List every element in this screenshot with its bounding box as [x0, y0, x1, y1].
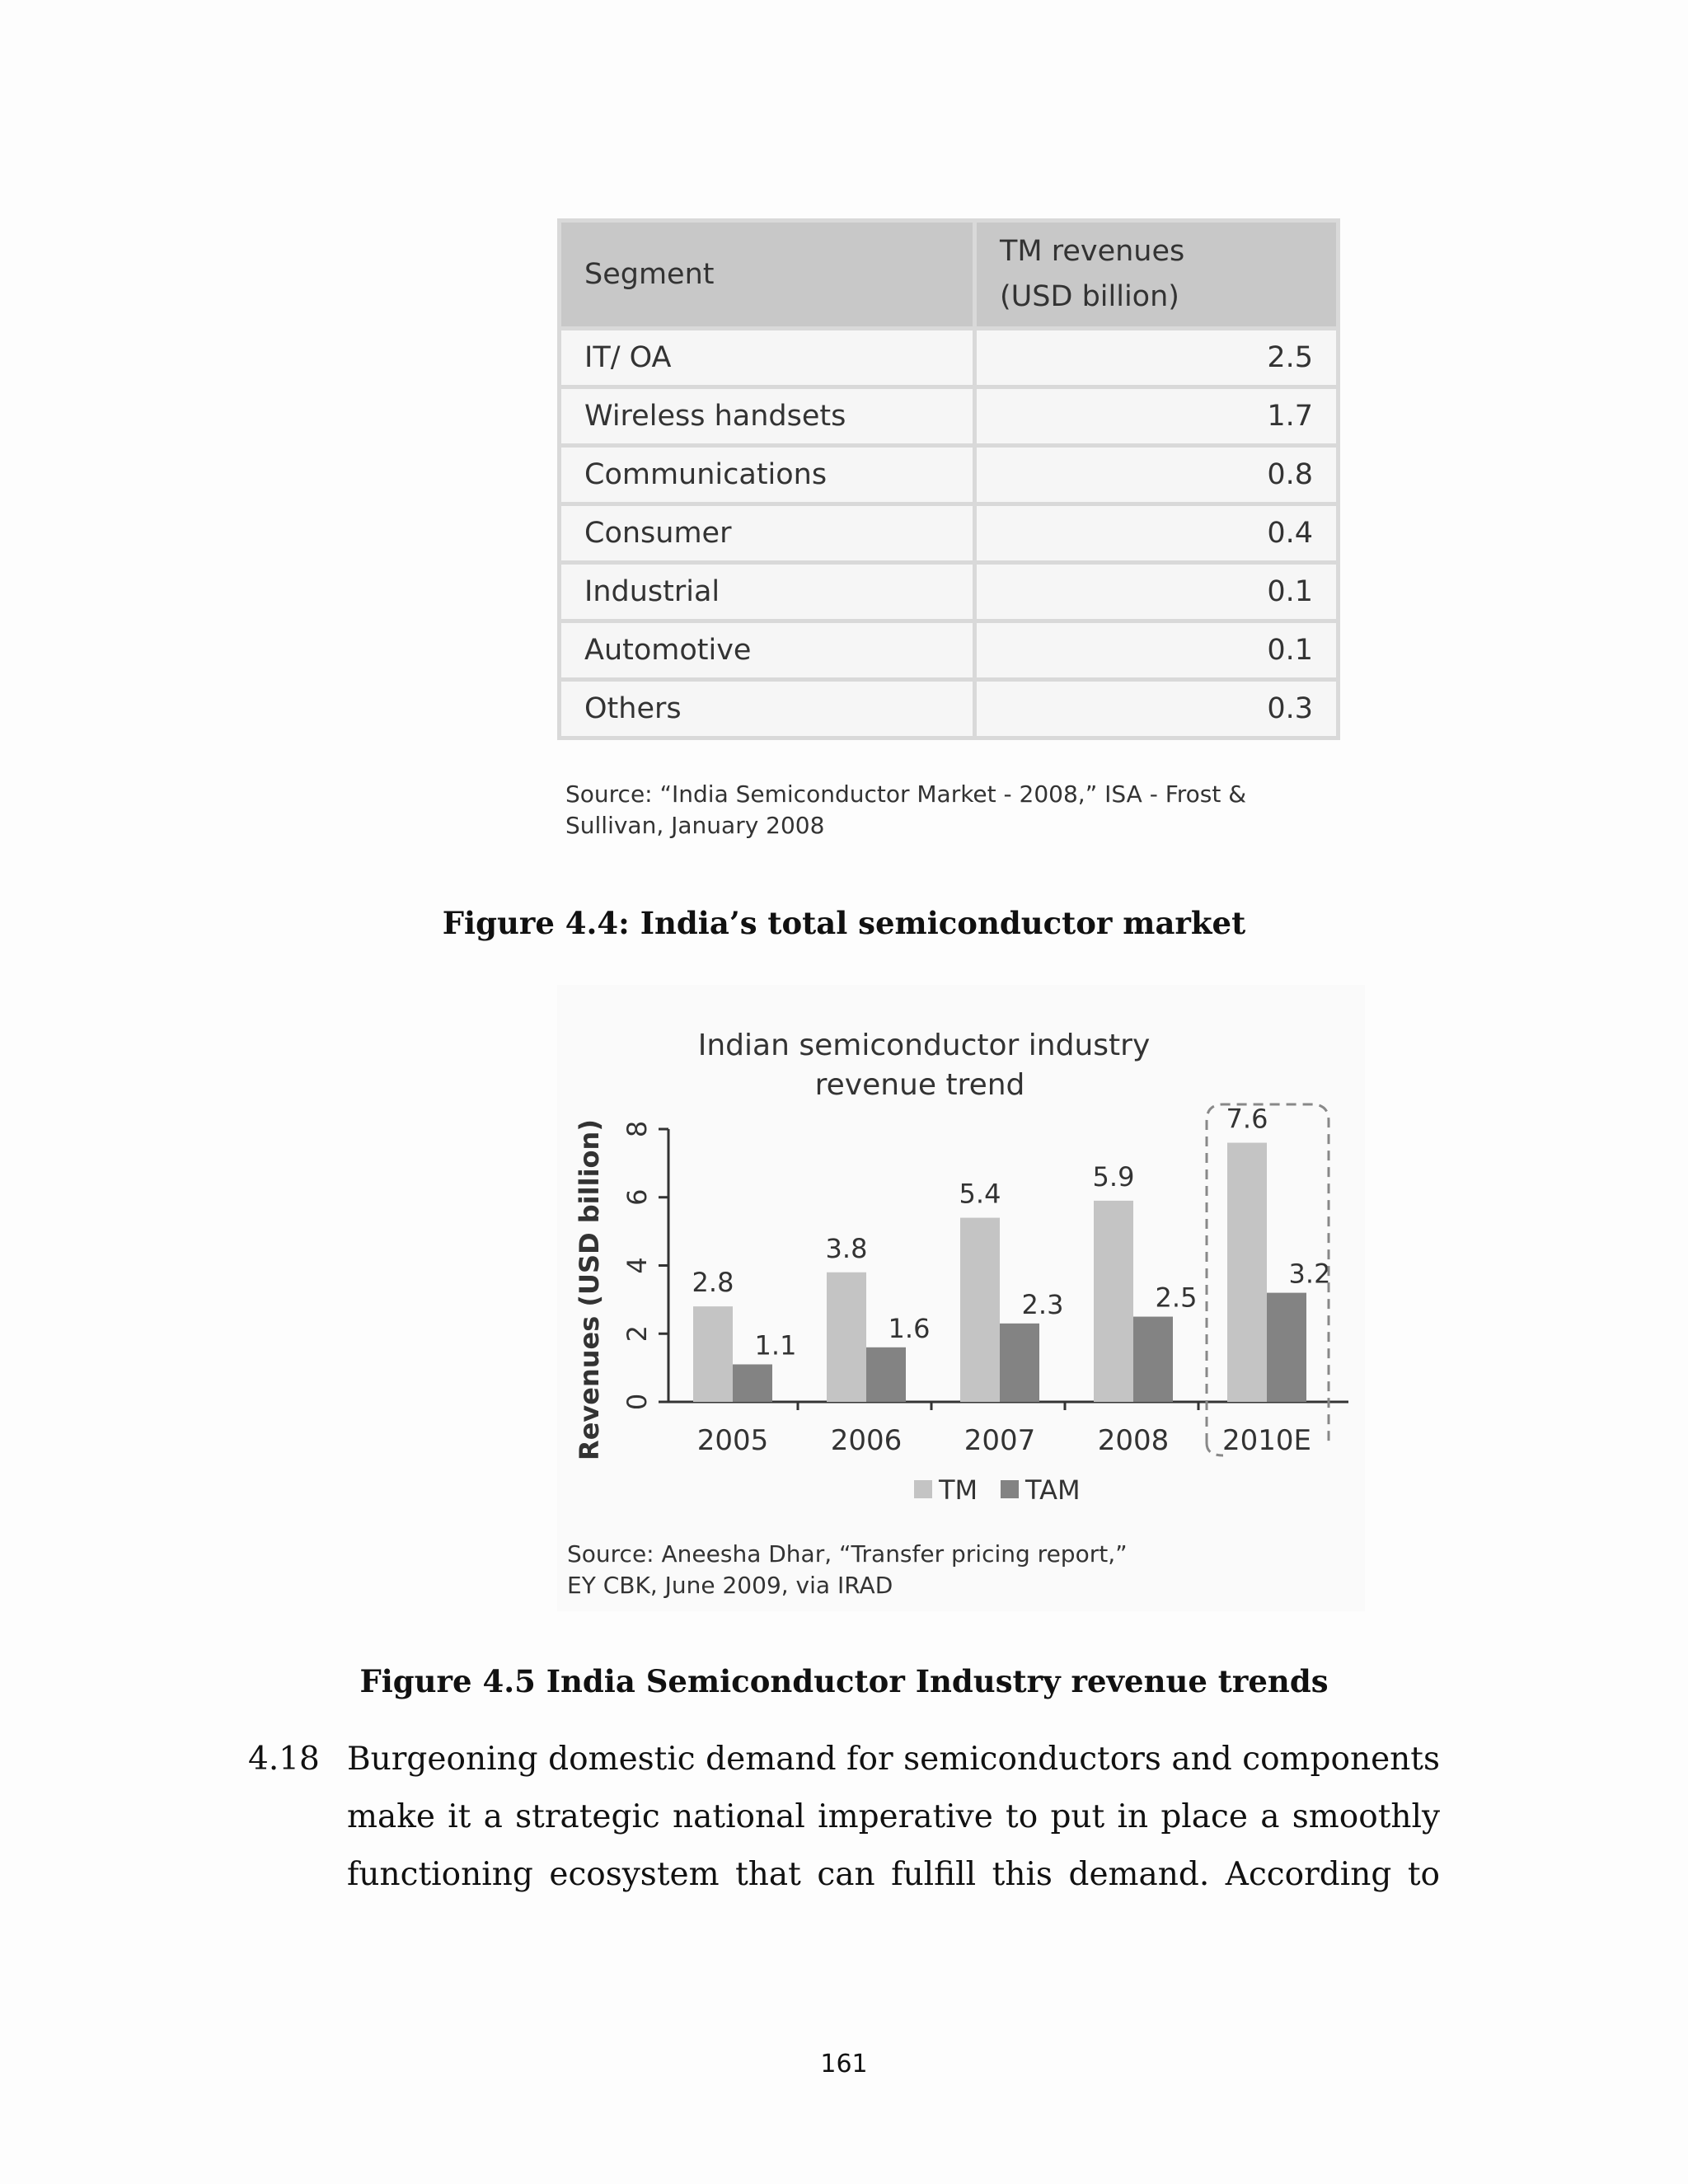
- bar-tm-2007: [960, 1218, 1000, 1402]
- chart-source-line1: Source: Aneesha Dhar, “Transfer pricing report,”: [567, 1540, 1128, 1568]
- value-cell: 0.1: [975, 621, 1339, 680]
- paragraph-number: 4.18: [248, 1741, 320, 1778]
- x-tick-2010e: 2010E: [1221, 1424, 1312, 1457]
- paragraph-line-2: make it a strategic national imperative to put in place a smoothly: [347, 1798, 1440, 1835]
- legend-label-tam: TAM: [1025, 1474, 1081, 1506]
- value-cell: 2.5: [975, 329, 1339, 387]
- data-label-tam-2005: 1.1: [754, 1329, 797, 1361]
- figure-4-5-caption: Figure 4.5 India Semiconductor Industry revenue trends: [359, 1663, 1329, 1699]
- header-tm-revenues-line2: (USD billion): [1000, 280, 1179, 313]
- data-label-tm-2010e: 7.6: [1226, 1103, 1268, 1135]
- table-row: [560, 504, 1339, 563]
- chart-title-line1: Indian semiconductor industry: [697, 1029, 1151, 1062]
- y-tick-label-2: 2: [621, 1325, 653, 1343]
- table-header-row: [560, 221, 1339, 329]
- segment-revenue-table: [557, 218, 1340, 740]
- table-row: [560, 329, 1339, 387]
- header-tm-revenues-line1: TM revenues: [1000, 235, 1185, 268]
- bar-tam-2008: [1133, 1317, 1173, 1402]
- value-cell: 1.7: [975, 387, 1339, 446]
- segment-cell: IT/ OA: [560, 329, 975, 387]
- data-label-tm-2006: 3.8: [825, 1232, 868, 1264]
- table-source-line2: Sullivan, January 2008: [565, 812, 825, 839]
- value-cell: 0.1: [975, 563, 1339, 621]
- value-cell: 0.4: [975, 504, 1339, 563]
- segment-cell: Industrial: [560, 563, 975, 621]
- table-source: [565, 779, 1246, 841]
- data-label-tm-2008: 5.9: [1092, 1160, 1135, 1193]
- x-tick-2005: 2005: [696, 1424, 769, 1457]
- bar-tm-2008: [1094, 1201, 1133, 1402]
- x-tick-2006: 2006: [830, 1424, 903, 1457]
- bar-tam-2006: [866, 1347, 906, 1402]
- data-label-tm-2007: 5.4: [959, 1178, 1001, 1210]
- y-tick-label-4: 4: [621, 1257, 653, 1274]
- y-tick-label-8: 8: [621, 1120, 653, 1138]
- bar-tm-2010e: [1227, 1143, 1267, 1402]
- value-cell: 0.3: [975, 680, 1339, 738]
- chart-source-line2: EY CBK, June 2009, via IRAD: [567, 1572, 893, 1599]
- header-segment: Segment: [560, 221, 975, 329]
- revenue-trend-chart: [557, 985, 1365, 1611]
- table-row: [560, 621, 1339, 680]
- y-tick-label-0: 0: [621, 1393, 653, 1411]
- segment-cell: Communications: [560, 446, 975, 504]
- y-axis-label: Revenues (USD billion): [574, 1119, 605, 1460]
- y-tick-label-6: 6: [621, 1188, 653, 1206]
- legend-swatch-tam: [1001, 1480, 1019, 1498]
- bar-tm-2006: [827, 1272, 866, 1402]
- page-number: 161: [820, 2050, 868, 2079]
- table-row: [560, 387, 1339, 446]
- bar-tm-2005: [693, 1306, 733, 1402]
- table-row: [560, 563, 1339, 621]
- paragraph-line-3: functioning ecosystem that can fulfill this demand. According to: [347, 1856, 1440, 1893]
- data-label-tam-2010e: 3.2: [1288, 1258, 1331, 1290]
- x-tick-2008: 2008: [1097, 1424, 1170, 1457]
- x-tick-2007: 2007: [964, 1424, 1036, 1457]
- data-label-tam-2008: 2.5: [1155, 1282, 1198, 1314]
- legend-label-tm: TM: [939, 1474, 978, 1506]
- segment-cell: Wireless handsets: [560, 387, 975, 446]
- bar-tam-2010e: [1267, 1293, 1306, 1402]
- segment-cell: Automotive: [560, 621, 975, 680]
- data-label-tam-2006: 1.6: [888, 1312, 931, 1344]
- segment-cell: Others: [560, 680, 975, 738]
- table-row: [560, 446, 1339, 504]
- data-label-tm-2005: 2.8: [692, 1267, 734, 1299]
- paragraph-line-1: Burgeoning domestic demand for semiconductors and components: [347, 1741, 1440, 1778]
- table-source-line1: Source: “India Semiconductor Market - 2008,” ISA - Frost &: [565, 780, 1247, 808]
- header-tm-revenues: [975, 221, 1339, 329]
- table-row: [560, 680, 1339, 738]
- figure-4-4-caption: Figure 4.4: India’s total semiconductor market: [442, 905, 1246, 941]
- bar-tam-2005: [733, 1364, 772, 1402]
- bar-tam-2007: [1000, 1324, 1039, 1402]
- data-label-tam-2007: 2.3: [1021, 1288, 1064, 1320]
- value-cell: 0.8: [975, 446, 1339, 504]
- segment-cell: Consumer: [560, 504, 975, 563]
- chart-title-line2: revenue trend: [814, 1068, 1025, 1102]
- legend-swatch-tm: [914, 1480, 932, 1498]
